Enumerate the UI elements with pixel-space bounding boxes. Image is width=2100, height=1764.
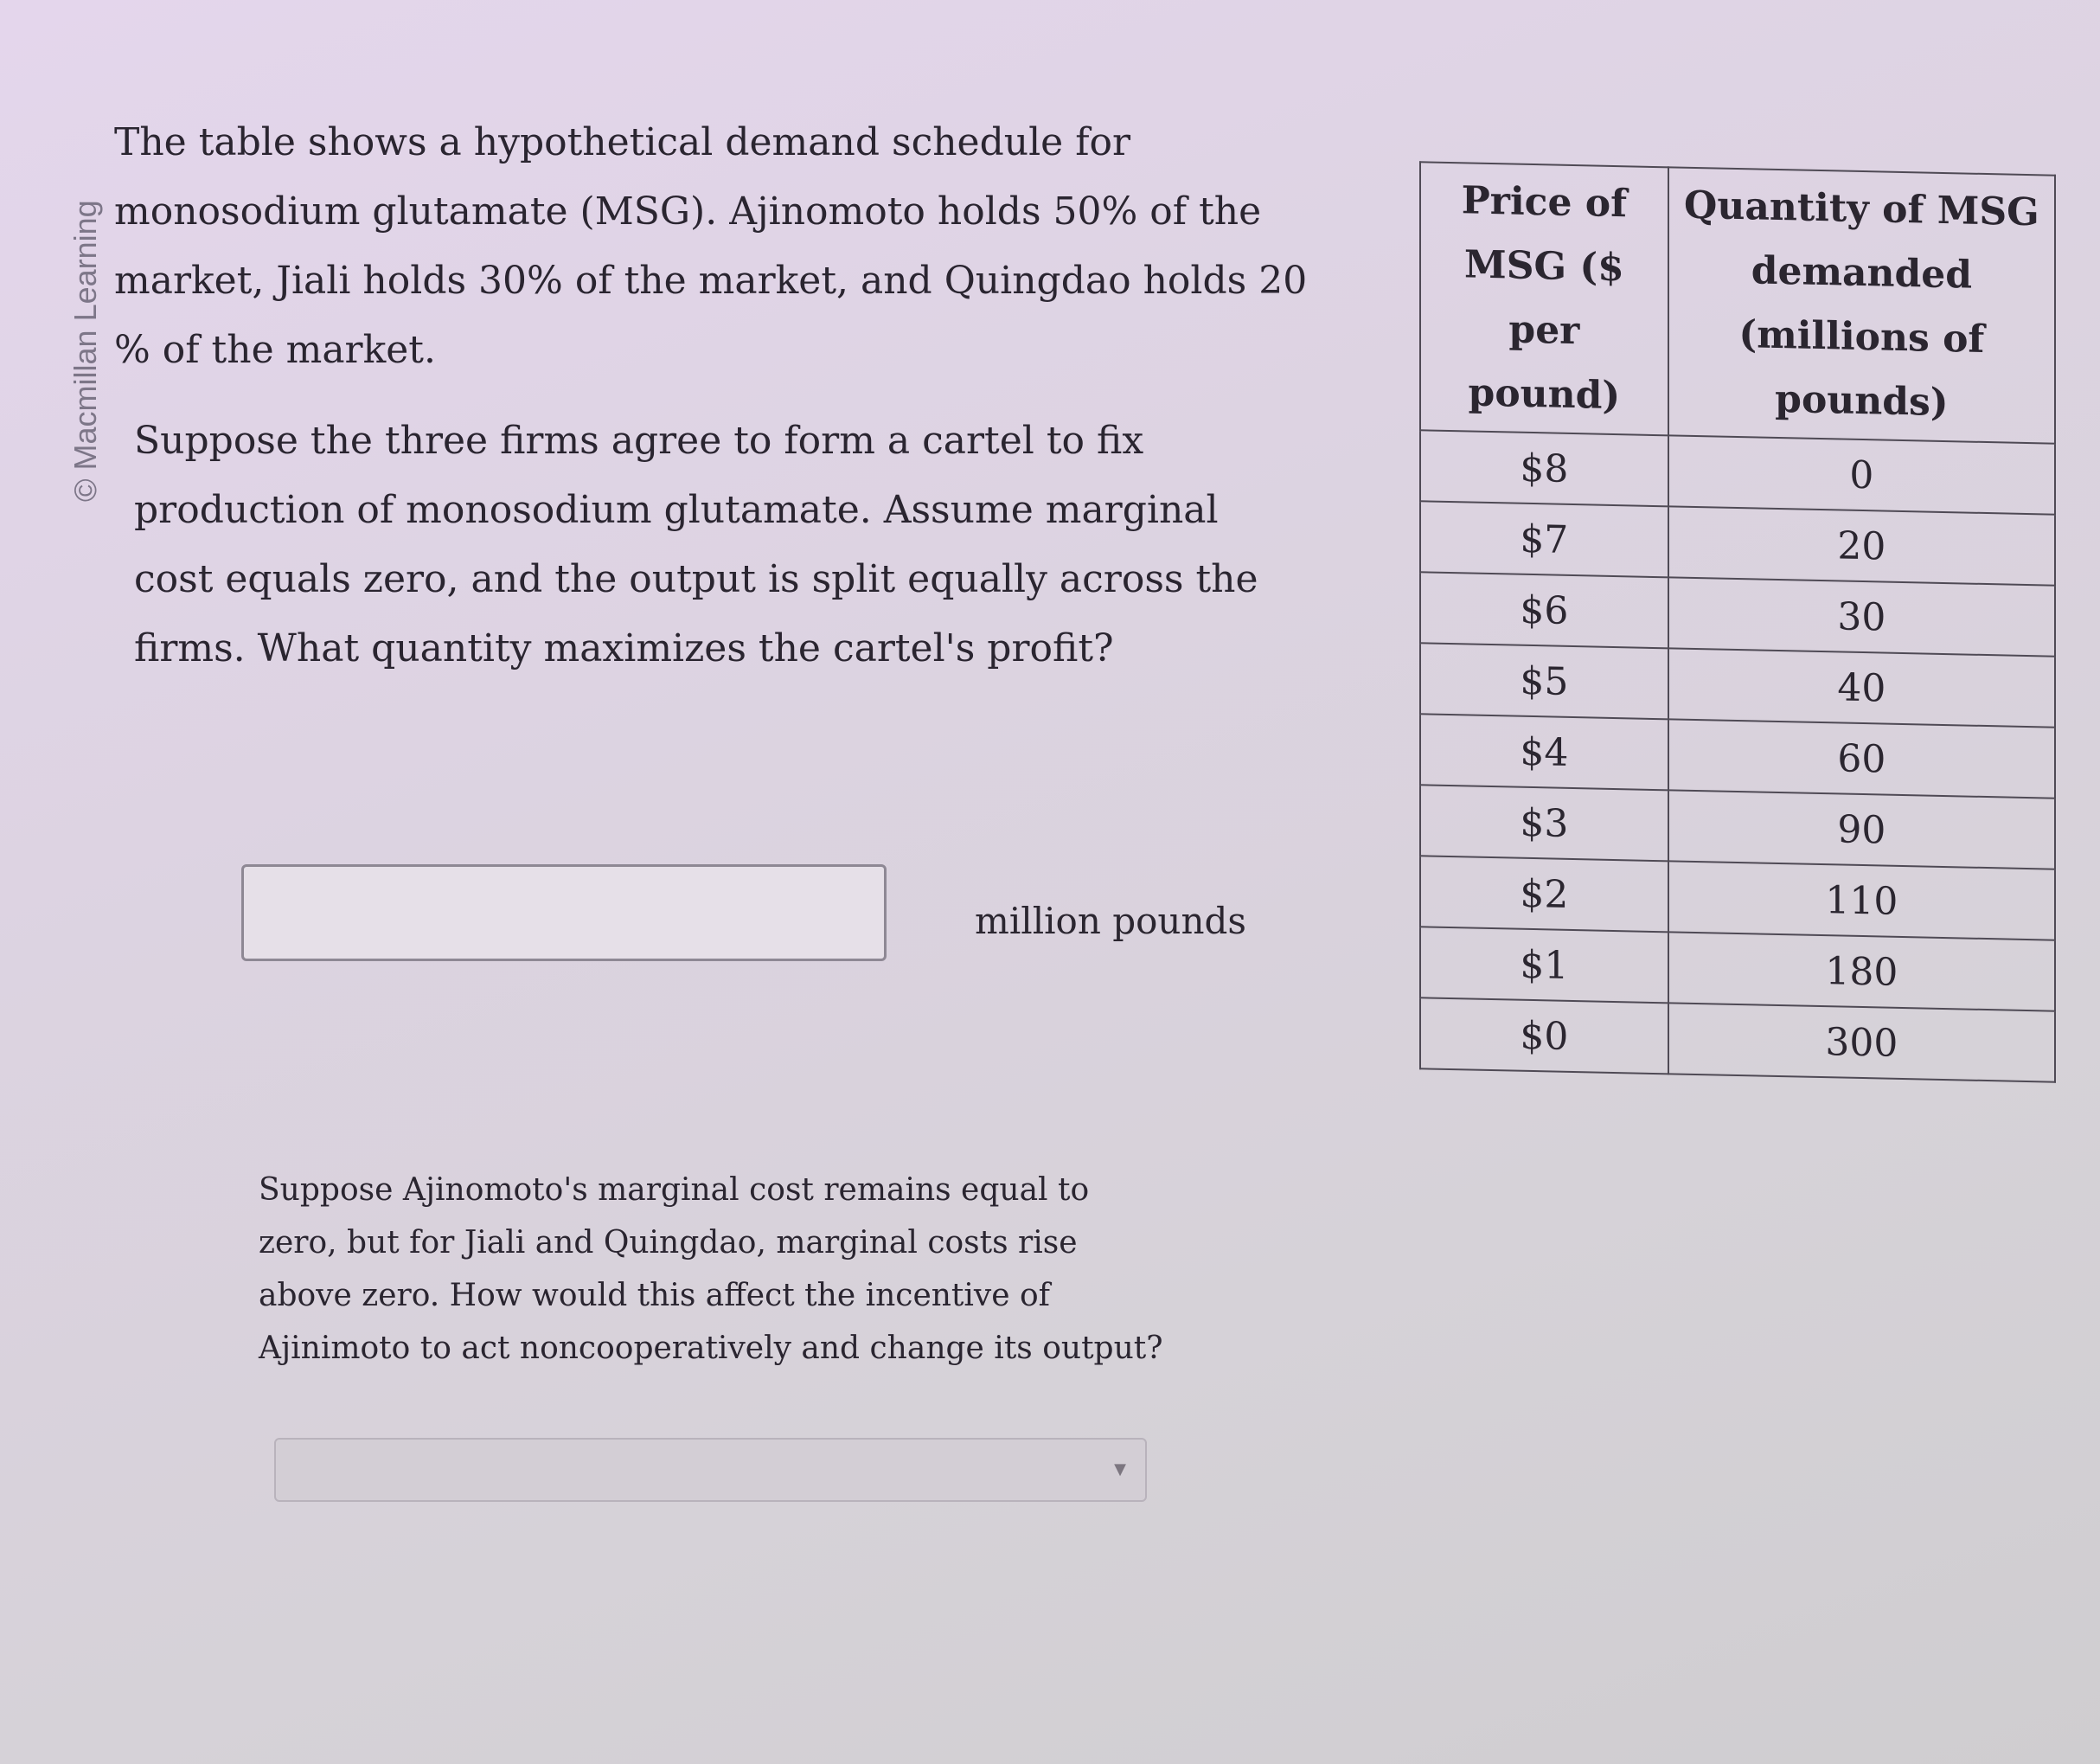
- price-cell: $4: [1420, 714, 1668, 790]
- quantity-cell: 180: [1668, 932, 2055, 1010]
- quantity-cell: 40: [1668, 648, 2055, 727]
- price-cell: $8: [1420, 430, 1668, 506]
- quantity-cell: 90: [1668, 790, 2055, 869]
- price-cell: $5: [1420, 643, 1668, 719]
- header-price: Price of MSG ($ per pound): [1420, 162, 1668, 435]
- question-intro: The table shows a hypothetical demand schedule for monosodium glutamate (MSG). Ajinomoto holds 50% of the market, Jiali holds 30% of the market, and Quingdao holds 20 % of the market.: [114, 120, 1308, 372]
- table-row: [1420, 927, 2055, 1010]
- price-cell: $0: [1420, 997, 1668, 1074]
- followup-question: Suppose Ajinomoto's marginal cost remains equal to zero, but for Jiali and Quingdao, marginal costs rise above zero. How would this affect the incentive of Ajinimoto to act noncooperatively and change its output?: [259, 1172, 1163, 1366]
- incentive-dropdown[interactable]: [274, 1438, 1147, 1502]
- question-prompt: Suppose the three firms agree to form a cartel to fix production of monosodium glutamate. Assume marginal cost equals zero, and the output is split equally across the firms. What quantity maximizes the cartel's profit?: [134, 419, 1258, 670]
- quantity-cell: 0: [1668, 435, 2055, 514]
- table-row: [1420, 785, 2055, 869]
- price-cell: $3: [1420, 785, 1668, 861]
- demand-schedule-table: [1419, 161, 2056, 1082]
- quantity-cell: 30: [1668, 577, 2055, 656]
- table-row: [1420, 856, 2055, 940]
- price-cell: $2: [1420, 856, 1668, 932]
- table-row: [1420, 714, 2055, 798]
- quantity-answer-input[interactable]: [241, 864, 887, 961]
- table-row: [1420, 430, 2055, 514]
- header-quantity: Quantity of MSG demanded (millions of pounds): [1668, 167, 2055, 443]
- quantity-cell: 110: [1668, 861, 2055, 940]
- copyright-watermark: © Macmillan Learning: [67, 200, 103, 502]
- table-row: [1420, 643, 2055, 727]
- chevron-down-icon: ▼: [1114, 1460, 1126, 1479]
- price-cell: $7: [1420, 501, 1668, 577]
- quantity-cell: 20: [1668, 506, 2055, 585]
- answer-unit-label: million pounds: [975, 900, 1246, 942]
- quantity-cell: 60: [1668, 719, 2055, 798]
- table-row: [1420, 572, 2055, 656]
- table-row: [1420, 997, 2055, 1081]
- price-cell: $1: [1420, 927, 1668, 1003]
- quantity-cell: 300: [1668, 1003, 2055, 1081]
- price-cell: $6: [1420, 572, 1668, 648]
- table-row: [1420, 501, 2055, 585]
